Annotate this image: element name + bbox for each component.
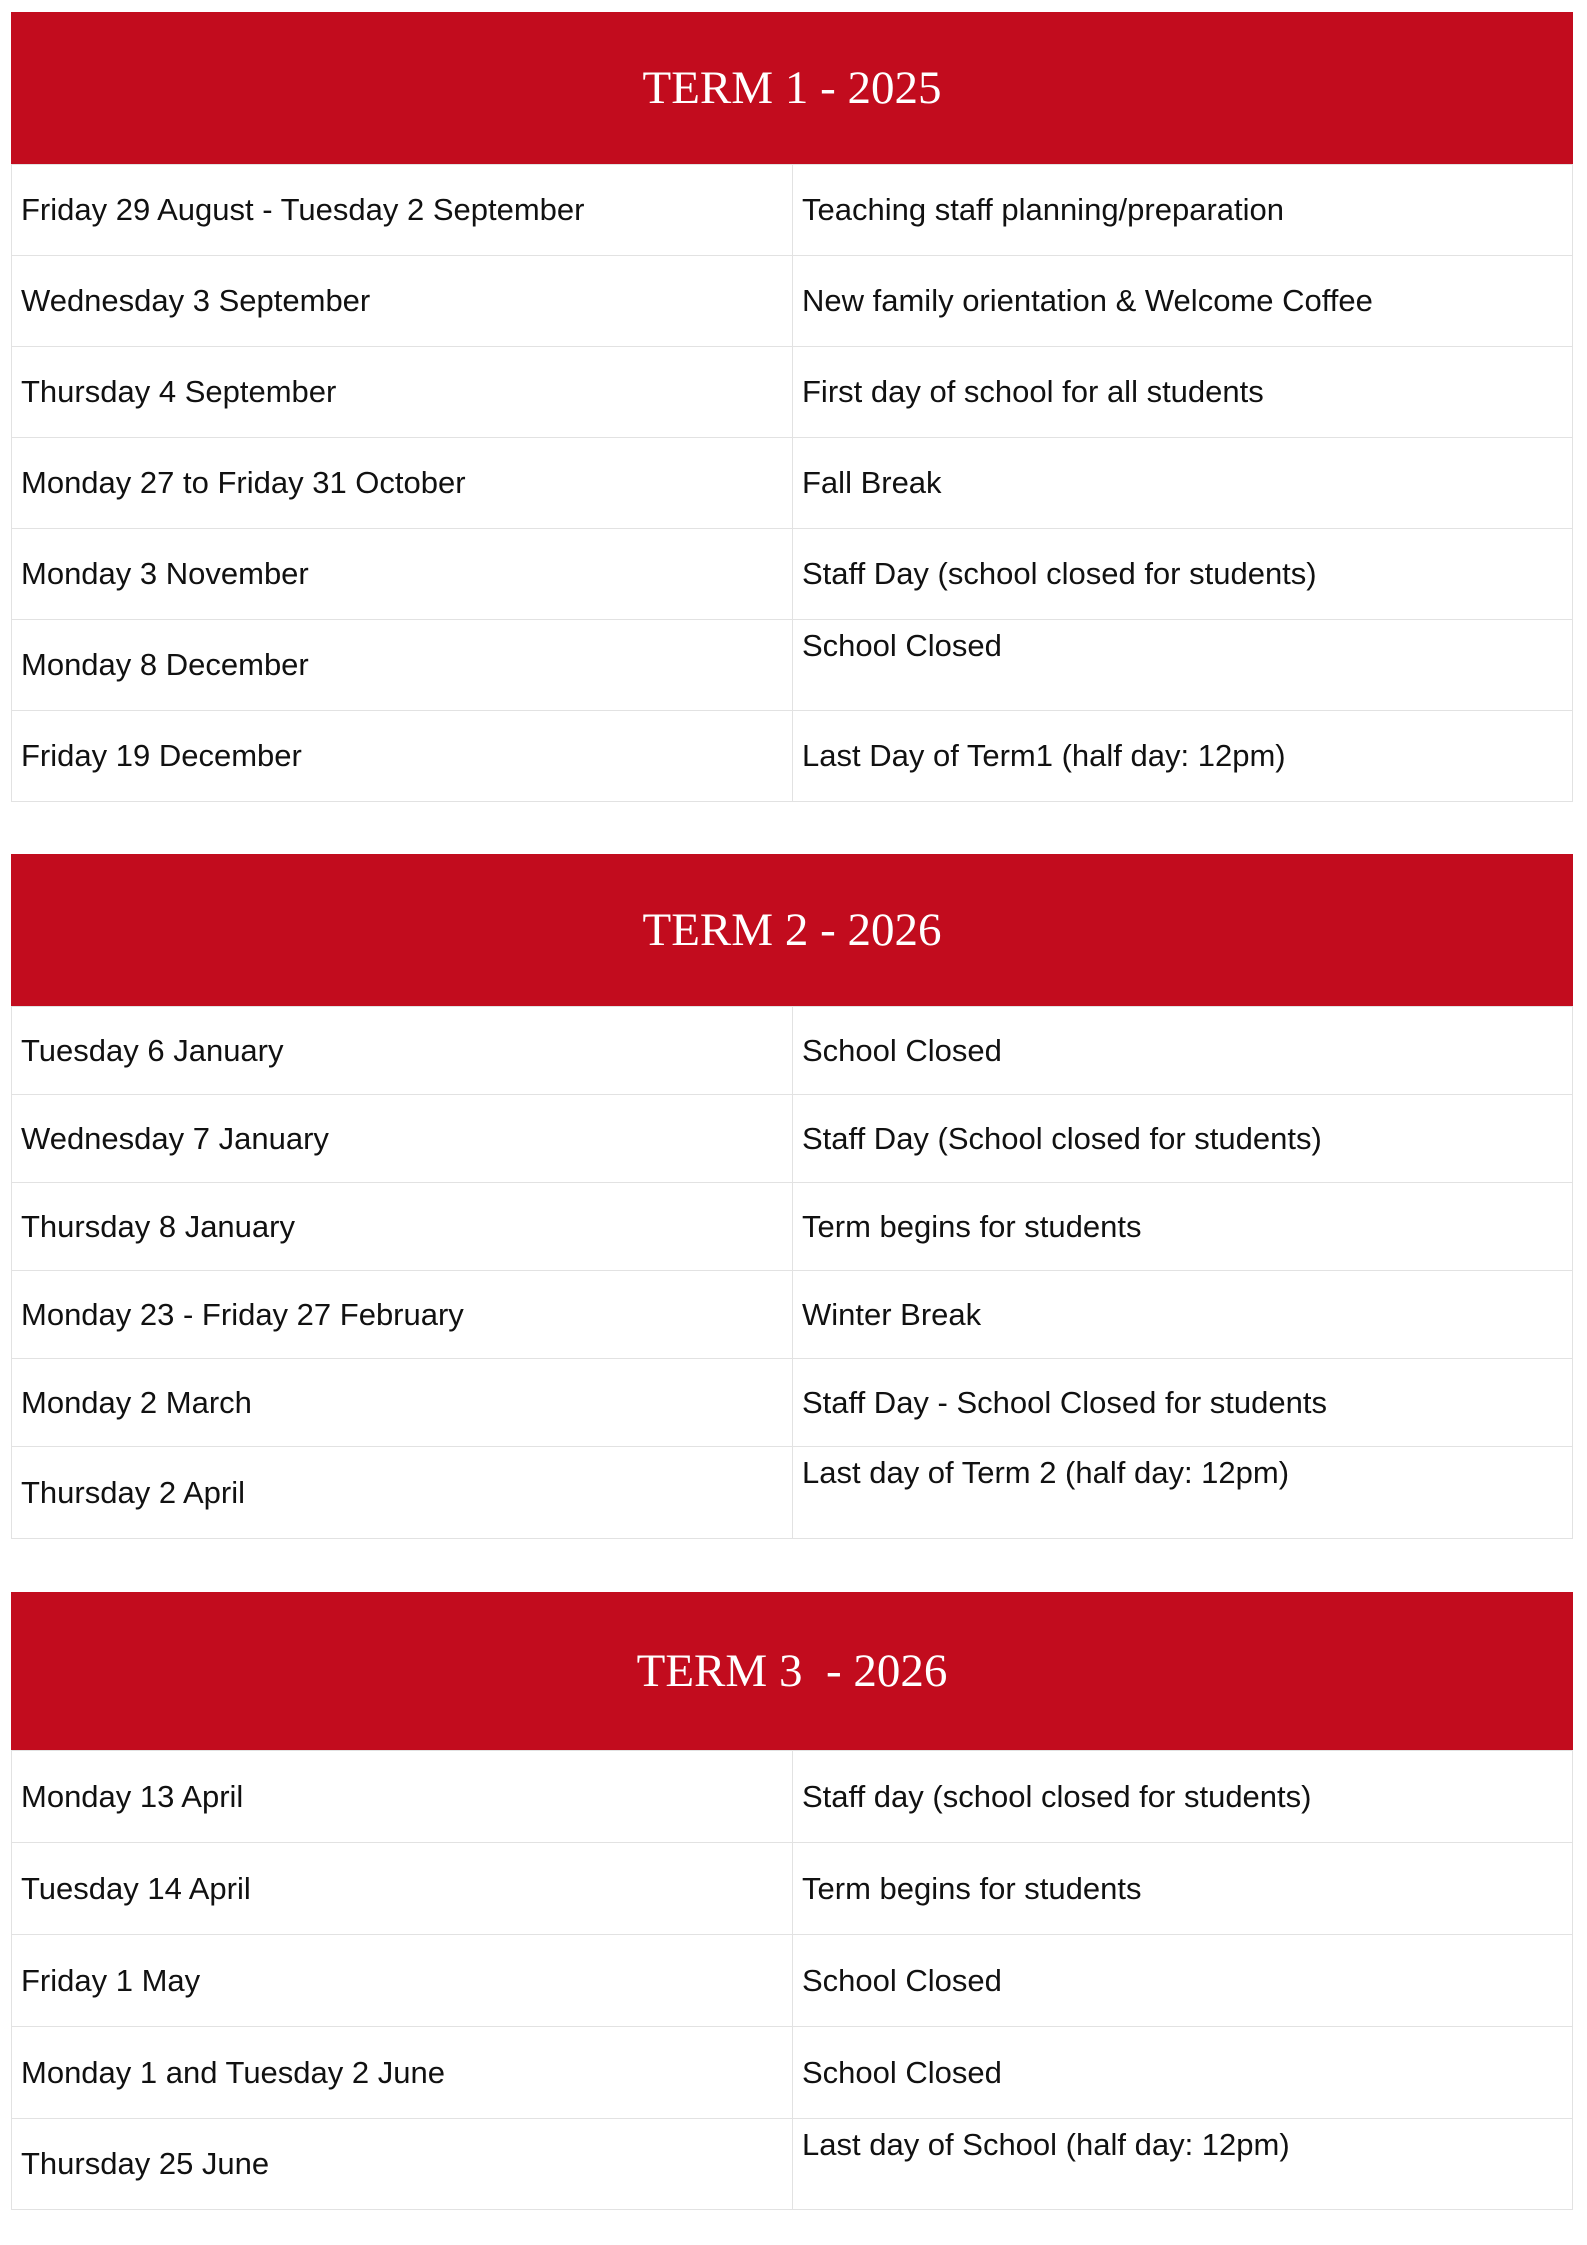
term-header: TERM 2 - 2026 bbox=[11, 854, 1573, 1006]
term-3-section bbox=[11, 1592, 1573, 2210]
event-cell: Last Day of Term1 (half day: 12pm) bbox=[793, 711, 1573, 802]
date-cell: Friday 1 May bbox=[12, 1935, 793, 2027]
date-cell: Monday 2 March bbox=[12, 1359, 793, 1447]
term-calendar-table bbox=[11, 1006, 1573, 1539]
event-cell: School Closed bbox=[793, 1935, 1573, 2027]
date-cell: Thursday 25 June bbox=[12, 2119, 793, 2210]
term-header: TERM 1 - 2025 bbox=[11, 12, 1573, 164]
date-cell: Monday 8 December bbox=[12, 620, 793, 711]
event-cell: Staff Day (school closed for students) bbox=[793, 529, 1573, 620]
event-cell: Last day of School (half day: 12pm) bbox=[793, 2119, 1573, 2210]
event-cell: Term begins for students bbox=[793, 1843, 1573, 1935]
event-cell: School Closed bbox=[793, 1007, 1573, 1095]
table-row bbox=[12, 1271, 1573, 1359]
date-cell: Tuesday 14 April bbox=[12, 1843, 793, 1935]
term-calendar-table bbox=[11, 1750, 1573, 2210]
date-cell: Friday 19 December bbox=[12, 711, 793, 802]
date-cell: Monday 23 - Friday 27 February bbox=[12, 1271, 793, 1359]
event-cell: Staff Day - School Closed for students bbox=[793, 1359, 1573, 1447]
table-row bbox=[12, 2119, 1573, 2210]
event-cell: School Closed bbox=[793, 620, 1573, 711]
term-calendar-table bbox=[11, 164, 1573, 802]
date-cell: Monday 13 April bbox=[12, 1751, 793, 1843]
table-row bbox=[12, 1359, 1573, 1447]
table-row bbox=[12, 347, 1573, 438]
event-cell: School Closed bbox=[793, 2027, 1573, 2119]
event-cell: First day of school for all students bbox=[793, 347, 1573, 438]
table-row bbox=[12, 438, 1573, 529]
date-cell: Thursday 2 April bbox=[12, 1447, 793, 1539]
table-row bbox=[12, 1843, 1573, 1935]
date-cell: Wednesday 7 January bbox=[12, 1095, 793, 1183]
table-row bbox=[12, 529, 1573, 620]
event-cell: Last day of Term 2 (half day: 12pm) bbox=[793, 1447, 1573, 1539]
date-cell: Friday 29 August - Tuesday 2 September bbox=[12, 165, 793, 256]
date-cell: Monday 1 and Tuesday 2 June bbox=[12, 2027, 793, 2119]
event-cell: Staff Day (School closed for students) bbox=[793, 1095, 1573, 1183]
table-row bbox=[12, 1183, 1573, 1271]
table-row bbox=[12, 1935, 1573, 2027]
table-row bbox=[12, 2027, 1573, 2119]
date-cell: Wednesday 3 September bbox=[12, 256, 793, 347]
table-row bbox=[12, 711, 1573, 802]
date-cell: Thursday 4 September bbox=[12, 347, 793, 438]
event-cell: Fall Break bbox=[793, 438, 1573, 529]
term-2-section bbox=[11, 854, 1573, 1539]
table-row bbox=[12, 1095, 1573, 1183]
event-cell: Teaching staff planning/preparation bbox=[793, 165, 1573, 256]
event-cell: Term begins for students bbox=[793, 1183, 1573, 1271]
date-cell: Monday 27 to Friday 31 October bbox=[12, 438, 793, 529]
table-row bbox=[12, 1751, 1573, 1843]
term-header: TERM 3 - 2026 bbox=[11, 1592, 1573, 1750]
event-cell: New family orientation & Welcome Coffee bbox=[793, 256, 1573, 347]
table-row bbox=[12, 1447, 1573, 1539]
date-cell: Tuesday 6 January bbox=[12, 1007, 793, 1095]
table-row bbox=[12, 256, 1573, 347]
term-1-section bbox=[11, 12, 1573, 802]
table-row bbox=[12, 1007, 1573, 1095]
table-row bbox=[12, 165, 1573, 256]
event-cell: Winter Break bbox=[793, 1271, 1573, 1359]
event-cell: Staff day (school closed for students) bbox=[793, 1751, 1573, 1843]
date-cell: Monday 3 November bbox=[12, 529, 793, 620]
table-row bbox=[12, 620, 1573, 711]
date-cell: Thursday 8 January bbox=[12, 1183, 793, 1271]
